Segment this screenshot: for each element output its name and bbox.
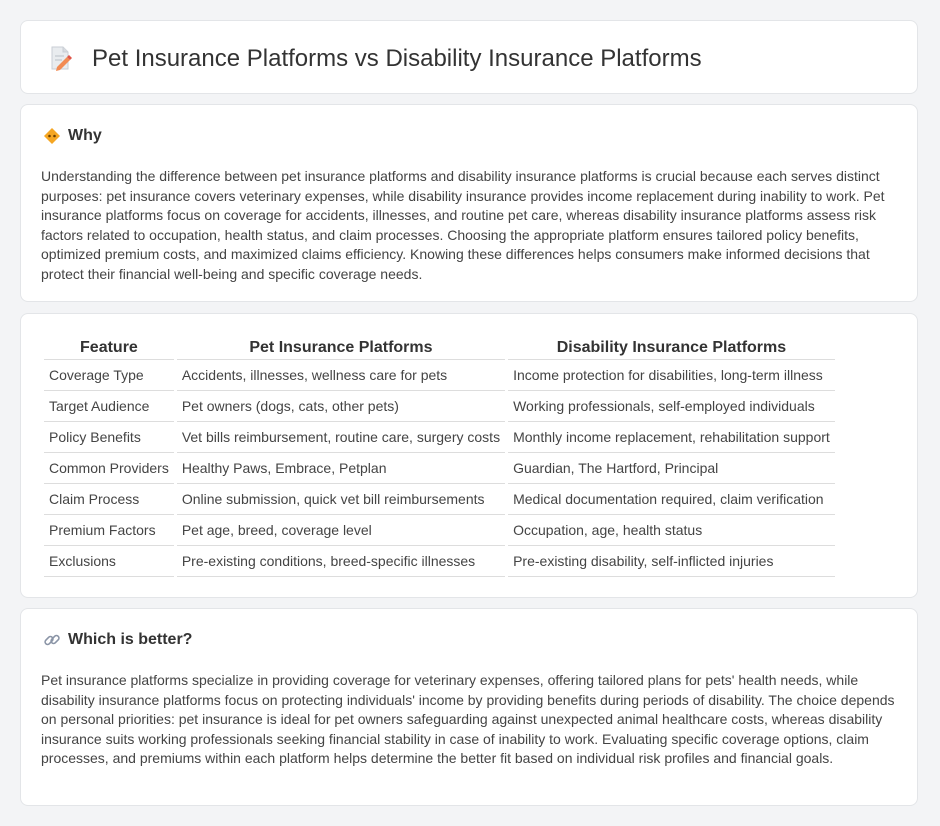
column-header-feature: Feature — [44, 333, 174, 360]
which-is-better-section — [20, 608, 918, 806]
table-cell: Vet bills reimbursement, routine care, surgery costs — [177, 422, 505, 453]
table-row — [44, 391, 835, 422]
which-is-better-heading: Which is better? — [68, 631, 193, 648]
table-cell: Occupation, age, health status — [508, 515, 835, 546]
table-cell: Pet owners (dogs, cats, other pets) — [177, 391, 505, 422]
table-cell: Accidents, illnesses, wellness care for pets — [177, 360, 505, 391]
why-section — [20, 104, 918, 302]
table-cell: Guardian, The Hartford, Principal — [508, 453, 835, 484]
document-edit-icon — [47, 45, 73, 71]
column-header-pet: Pet Insurance Platforms — [177, 333, 505, 360]
link-icon — [43, 631, 61, 649]
table-row — [44, 515, 835, 546]
table-cell: Working professionals, self-employed individuals — [508, 391, 835, 422]
table-cell: Monthly income replacement, rehabilitation support — [508, 422, 835, 453]
why-heading: Why — [68, 127, 102, 144]
table-cell: Exclusions — [44, 546, 174, 577]
table-header-row — [44, 333, 835, 360]
table-cell: Policy Benefits — [44, 422, 174, 453]
table-cell: Income protection for disabilities, long-term illness — [508, 360, 835, 391]
table-cell: Healthy Paws, Embrace, Petplan — [177, 453, 505, 484]
table-cell: Premium Factors — [44, 515, 174, 546]
comparison-table — [41, 333, 838, 577]
header-card — [20, 20, 918, 94]
table-cell: Common Providers — [44, 453, 174, 484]
table-cell: Pre-existing disability, self-inflicted injuries — [508, 546, 835, 577]
table-cell: Target Audience — [44, 391, 174, 422]
table-cell: Coverage Type — [44, 360, 174, 391]
page-title: Pet Insurance Platforms vs Disability Insurance Platforms — [92, 45, 702, 72]
table-row — [44, 422, 835, 453]
comparison-card — [20, 313, 918, 598]
table-row — [44, 360, 835, 391]
table-cell: Online submission, quick vet bill reimbursements — [177, 484, 505, 515]
table-row — [44, 484, 835, 515]
table-cell: Claim Process — [44, 484, 174, 515]
table-cell: Pet age, breed, coverage level — [177, 515, 505, 546]
table-row — [44, 546, 835, 577]
table-row — [44, 453, 835, 484]
diamond-warning-icon — [43, 127, 61, 145]
table-cell: Medical documentation required, claim verification — [508, 484, 835, 515]
column-header-disability: Disability Insurance Platforms — [508, 333, 835, 360]
table-cell: Pre-existing conditions, breed-specific illnesses — [177, 546, 505, 577]
why-body: Understanding the difference between pet insurance platforms and disability insurance platforms is crucial because each serves distinct purposes: pet insurance covers veterinary expenses, while disability insurance provides income replacement during inability to work. Pet insurance platforms focus on coverage for accidents, illnesses, and routine pet care, whereas disability insurance platforms assess risk factors related to occupation, health status, and claim processes. Choosing the appropriate platform ensures tailored policy benefits, optimized premium costs, and maximized claims efficiency. Knowing these differences helps consumers make informed decisions that protect their financial well-being and specific coverage needs. — [41, 168, 885, 282]
which-is-better-body: Pet insurance platforms specialize in providing coverage for veterinary expenses, offering tailored plans for pets' health needs, while disability insurance platforms focus on protecting individuals' income by providing benefits during periods of disability. The choice depends on personal priorities: pet insurance is ideal for pet owners safeguarding against unexpected animal healthcare costs, whereas disability insurance suits working professionals seeking financial stability in case of inability to work. Evaluating specific coverage options, claim processes, and premiums within each platform helps determine the better fit based on individual risk profiles and financial goals. — [41, 672, 895, 767]
